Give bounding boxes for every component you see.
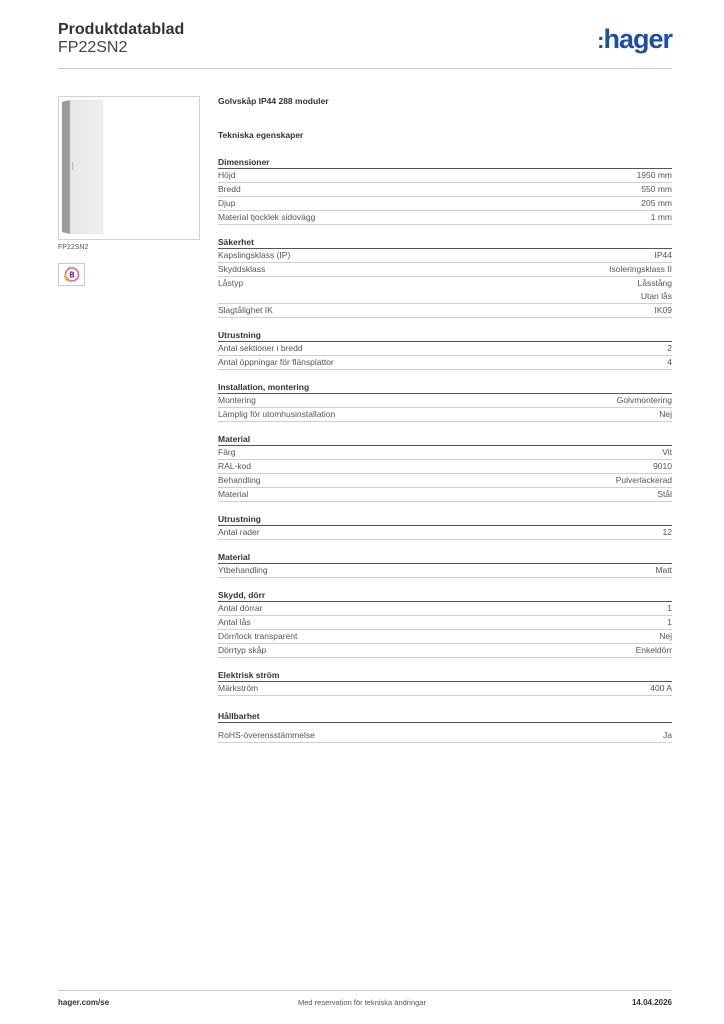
section-hallbarhet (218, 710, 672, 743)
spec-label: Lämplig för utomhusinstallation (218, 409, 336, 419)
section-skydd-dorr (218, 589, 672, 658)
spec-value: 1950 mm (636, 170, 672, 180)
spec-value-multi (638, 277, 673, 303)
spec-value: 400 A (650, 683, 672, 693)
section-title: Dimensioner (218, 156, 672, 169)
spec-row (218, 197, 672, 211)
spec-value: Stål (657, 489, 672, 499)
section-sakerhet (218, 236, 672, 318)
logo-text: hager (603, 24, 672, 54)
spec-value: Nej (659, 409, 672, 419)
spec-row (218, 474, 672, 488)
spec-row (218, 564, 672, 578)
eco-label-icon (59, 264, 84, 285)
spec-row (218, 211, 672, 225)
section-installation (218, 381, 672, 422)
section-material-2 (218, 551, 672, 578)
spec-row (218, 408, 672, 422)
spec-value-line: Låsstång (637, 278, 672, 288)
spec-row (218, 460, 672, 474)
section-title: Hållbarhet (218, 710, 672, 723)
spec-value: 205 mm (641, 198, 672, 208)
cabinet-image (62, 100, 103, 234)
section-title: Material (218, 551, 672, 564)
spec-label: Kapslingsklass (IP) (218, 250, 291, 260)
spec-label: Slagtålighet IK (218, 305, 273, 315)
section-title: Skydd, dörr (218, 589, 672, 602)
footer-website: hager.com/se (58, 998, 110, 1007)
spec-value: IK09 (654, 305, 672, 315)
spec-row (218, 488, 672, 502)
spec-value: Enkeldörr (635, 645, 672, 655)
spec-label: Dörr/lock transparent (218, 631, 298, 641)
spec-label: Bredd (218, 184, 241, 194)
spec-label: RoHS-överensstämmelse (218, 730, 315, 740)
footer-disclaimer: Med reservation för tekniska ändringar (298, 998, 426, 1007)
footer-divider (58, 990, 672, 991)
section-dimensioner (218, 156, 672, 225)
spec-row (218, 249, 672, 263)
section-title: Utrustning (218, 513, 672, 526)
spec-label: Låstyp (218, 278, 244, 288)
spec-row (218, 277, 672, 304)
spec-value: 2 (667, 343, 672, 353)
spec-row (218, 602, 672, 616)
spec-row (218, 342, 672, 356)
spec-row (218, 616, 672, 630)
spec-label: Djup (218, 198, 236, 208)
spec-label: Ytbehandling (218, 565, 268, 575)
spec-value: 1 mm (650, 212, 672, 222)
spec-row (218, 526, 672, 540)
spec-value: 4 (667, 357, 672, 367)
spec-row (218, 394, 672, 408)
spec-value: 12 (662, 527, 672, 537)
header-divider (58, 68, 672, 69)
spec-label: Höjd (218, 170, 236, 180)
eco-badge (58, 263, 85, 286)
spec-value: 1 (667, 617, 672, 627)
section-title: Installation, montering (218, 381, 672, 394)
spec-label: Antal lås (218, 617, 251, 627)
spec-label: Antal öppningar för flänsplattor (218, 357, 334, 367)
spec-sheet (218, 96, 672, 743)
spec-row (218, 682, 672, 696)
spec-value: Nej (659, 631, 672, 641)
product-code: FP22SN2 (58, 39, 128, 56)
section-elektrisk-strom (218, 669, 672, 696)
section-title: Elektrisk ström (218, 669, 672, 682)
spec-row (218, 729, 672, 743)
spec-row (218, 169, 672, 183)
section-utrustning-2 (218, 513, 672, 540)
spec-value: Matt (655, 565, 672, 575)
spec-value: Vit (662, 447, 672, 457)
spec-label: Färg (218, 447, 236, 457)
spec-label: Behandling (218, 475, 261, 485)
spec-value: 550 mm (641, 184, 672, 194)
spec-label: Material tjocklek sidovägg (218, 212, 316, 222)
section-title: Säkerhet (218, 236, 672, 249)
spec-label: Märkström (218, 683, 259, 693)
hager-logo: :hager (597, 24, 672, 54)
section-title: Material (218, 433, 672, 446)
spec-label: Skyddsklass (218, 264, 266, 274)
spec-value: Pulverlackerad (615, 475, 672, 485)
spec-row (218, 644, 672, 658)
spec-label: Antal sektioner i bredd (218, 343, 303, 353)
image-caption: FP22SN2 (58, 244, 89, 251)
footer-date: 14.04.2026 (631, 998, 672, 1007)
section-utrustning (218, 329, 672, 370)
spec-row (218, 446, 672, 460)
spec-value-line: Utan lås (640, 291, 672, 301)
spec-row (218, 183, 672, 197)
spec-value: 1 (667, 603, 672, 613)
svg-text:B: B (69, 270, 75, 280)
spec-label: Dörrtyp skåp (218, 645, 267, 655)
spec-row (218, 630, 672, 644)
spec-value: Isoleringsklass II (609, 264, 672, 274)
spec-row (218, 263, 672, 277)
spec-label: Antal dörrar (218, 603, 263, 613)
spec-value: IP44 (654, 250, 672, 260)
spec-value: Ja (663, 730, 672, 740)
spec-label: Montering (218, 395, 256, 405)
section-material (218, 433, 672, 502)
tech-heading: Tekniska egenskaper (218, 130, 304, 140)
page-title: Produktdatablad (58, 21, 185, 38)
product-description: Golvskåp IP44 288 moduler (218, 96, 329, 106)
spec-row (218, 356, 672, 370)
spec-label: Material (218, 489, 249, 499)
section-title: Utrustning (218, 329, 672, 342)
spec-label: Antal rader (218, 527, 260, 537)
spec-value: 9010 (653, 461, 672, 471)
spec-label: RAL-kod (218, 461, 252, 471)
spec-row (218, 304, 672, 318)
spec-value: Golvmontering (616, 395, 672, 405)
